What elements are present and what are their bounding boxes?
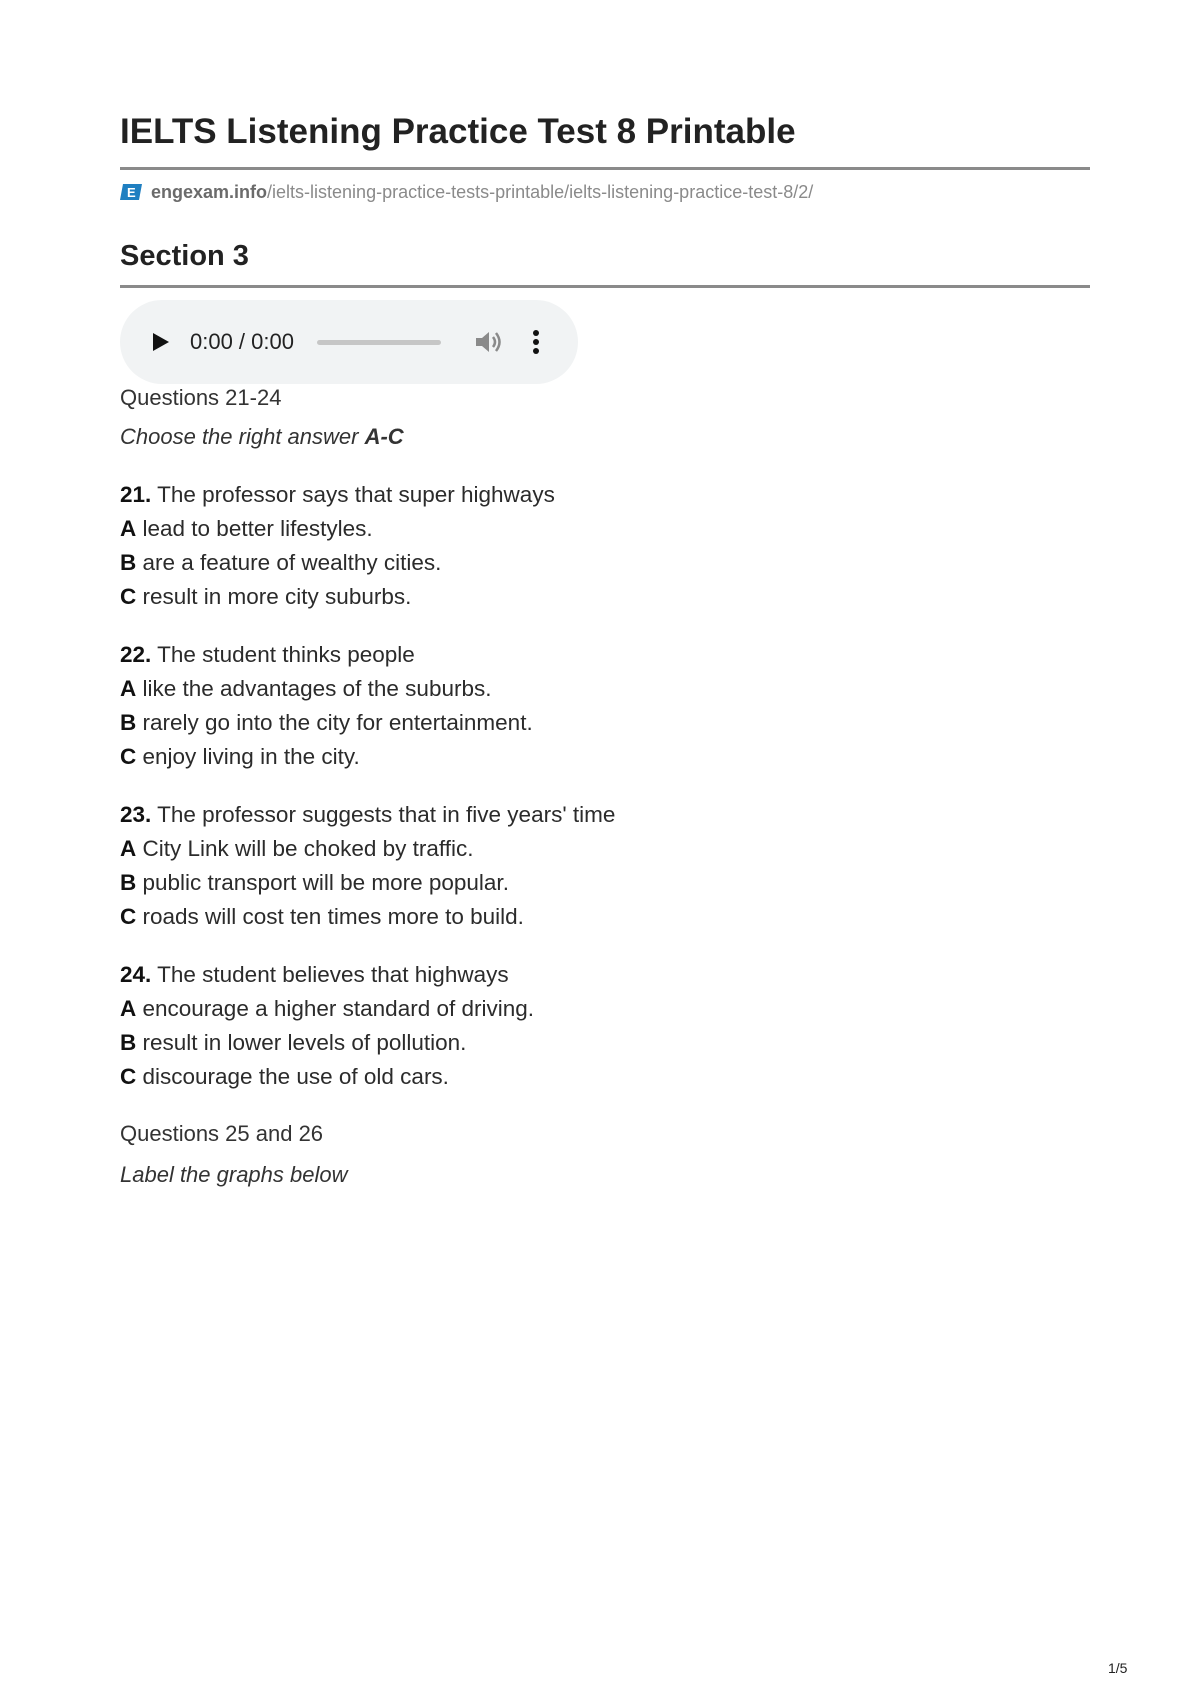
question-text: The student believes that highways	[151, 962, 509, 987]
option-letter: B	[120, 870, 137, 895]
answer-option	[120, 1062, 449, 1092]
answer-option	[120, 514, 373, 544]
source-url[interactable]	[120, 180, 813, 204]
option-letter: B	[120, 710, 137, 735]
answer-option	[120, 868, 509, 898]
instruction-text: Choose the right answer	[120, 424, 365, 449]
option-letter: C	[120, 1064, 137, 1089]
question-number: 23.	[120, 802, 152, 827]
option-text: public transport will be more popular.	[136, 870, 509, 895]
option-letter: B	[120, 1030, 137, 1055]
play-icon[interactable]	[148, 328, 172, 356]
question-text: The professor suggests that in five years' time	[151, 802, 616, 827]
option-letter: A	[120, 836, 137, 861]
option-text: rarely go into the city for entertainment.	[136, 710, 533, 735]
answer-option	[120, 708, 533, 738]
option-text: result in more city suburbs.	[136, 584, 412, 609]
answer-option	[120, 1028, 466, 1058]
question-stem	[120, 800, 615, 830]
answer-option	[120, 994, 534, 1024]
option-text: lead to better lifestyles.	[136, 516, 373, 541]
questions-instruction: Label the graphs below	[120, 1162, 348, 1187]
option-text: are a feature of wealthy cities.	[136, 550, 442, 575]
source-path[interactable]: /ielts-listening-practice-tests-printable/ielts-listening-practice-test-8/2/	[267, 181, 814, 202]
page-number: 1/5	[1108, 1660, 1128, 1676]
audio-player	[120, 300, 578, 384]
question-number: 21.	[120, 482, 152, 507]
question-stem	[120, 640, 415, 670]
page-title: IELTS Listening Practice Test 8 Printable	[120, 112, 796, 151]
question-text: The student thinks people	[151, 642, 415, 667]
option-text: City Link will be choked by traffic.	[136, 836, 474, 861]
answer-option	[120, 582, 411, 612]
option-text: result in lower levels of pollution.	[136, 1030, 467, 1055]
option-letter: B	[120, 550, 137, 575]
answer-option	[120, 902, 524, 932]
option-text: encourage a higher standard of driving.	[136, 996, 535, 1021]
more-options-icon[interactable]	[530, 328, 542, 356]
answer-option	[120, 742, 360, 772]
questions-label: Questions 21-24	[120, 385, 282, 410]
questions-label: Questions 25 and 26	[120, 1121, 324, 1146]
instruction-range: A-C	[364, 424, 404, 449]
svg-text:E: E	[127, 185, 136, 200]
question-text: The professor says that super highways	[151, 482, 555, 507]
answer-option	[120, 674, 491, 704]
question-stem	[120, 480, 555, 510]
answer-option	[120, 834, 473, 864]
audio-progress-slider[interactable]	[317, 340, 441, 345]
option-text: roads will cost ten times more to build.	[136, 904, 524, 929]
question-number: 22.	[120, 642, 152, 667]
option-text: discourage the use of old cars.	[136, 1064, 449, 1089]
section-divider	[120, 285, 1090, 288]
option-letter: C	[120, 584, 137, 609]
option-letter: C	[120, 904, 137, 929]
option-letter: A	[120, 516, 137, 541]
option-letter: A	[120, 996, 137, 1021]
section-heading: Section 3	[120, 240, 249, 272]
question-stem	[120, 960, 509, 990]
audio-time: 0:00 / 0:00	[190, 329, 294, 354]
title-divider	[120, 167, 1090, 170]
option-text: like the advantages of the suburbs.	[136, 676, 492, 701]
engexam-logo-icon	[120, 184, 142, 200]
source-domain[interactable]: engexam.info	[151, 181, 268, 202]
option-text: enjoy living in the city.	[136, 744, 360, 769]
questions-instruction	[120, 423, 404, 451]
option-letter: C	[120, 744, 137, 769]
volume-icon[interactable]	[473, 328, 503, 356]
option-letter: A	[120, 676, 137, 701]
question-number: 24.	[120, 962, 152, 987]
answer-option	[120, 548, 441, 578]
